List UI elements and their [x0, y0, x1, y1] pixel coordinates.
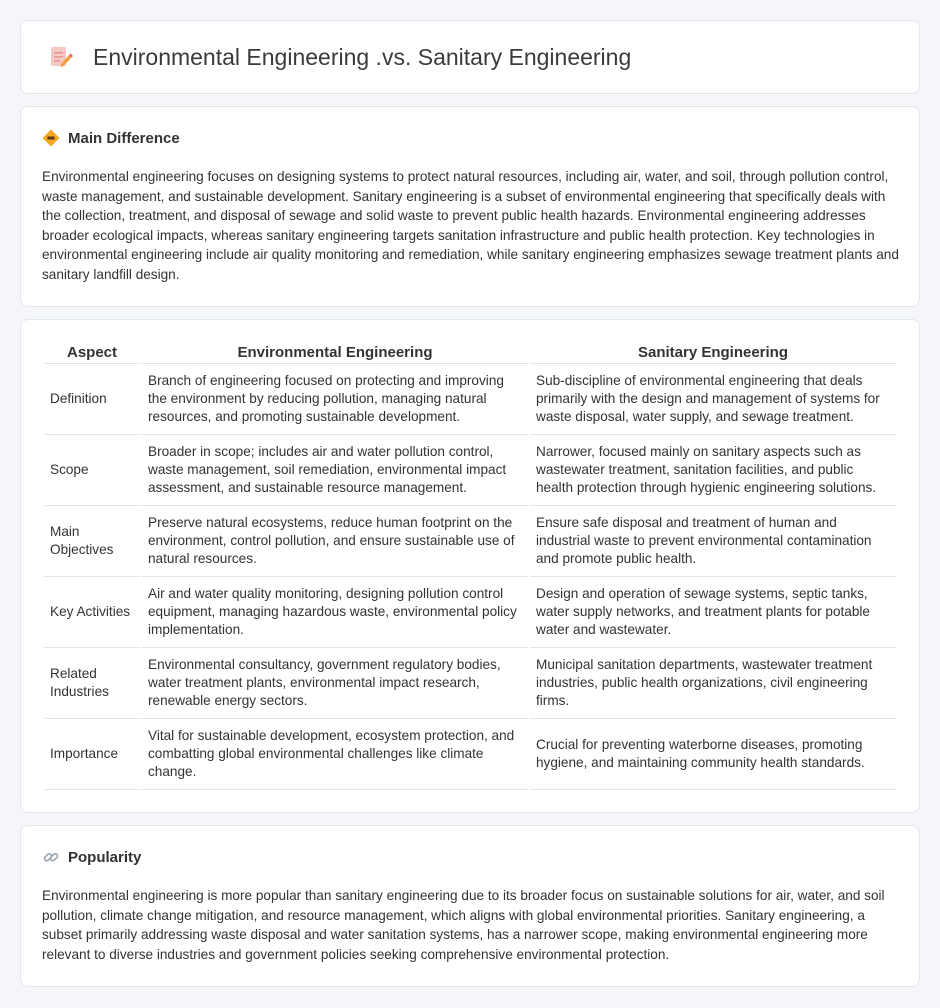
environmental-cell: Vital for sustainable development, ecosystem protection, and combatting global environmental challenges like climate change. — [142, 719, 528, 790]
sanitary-cell: Ensure safe disposal and treatment of human and industrial waste to prevent environmental contamination and promote public health. — [530, 506, 896, 577]
aspect-cell: Related Industries — [44, 648, 140, 719]
sanitary-cell: Municipal sanitation departments, wastewater treatment industries, public health organizations, civil engineering firms. — [530, 648, 896, 719]
table-header-row — [44, 340, 896, 364]
header-environmental: Environmental Engineering — [142, 340, 528, 364]
environmental-cell: Environmental consultancy, government regulatory bodies, water treatment plants, environmental impact research, renewable energy sectors. — [142, 648, 528, 719]
environmental-cell: Broader in scope; includes air and water pollution control, waste management, soil remediation, environmental impact assessment, and sustainable resource management. — [142, 435, 528, 506]
popularity-text: Environmental engineering is more popular than sanitary engineering due to its broader focus on sustainable solutions for air, water, and soil pollution, climate change mitigation, and resource management, which aligns with global environmental priorities. Sanitary engineering, a subset primarily addressing waste disposal and water sanitation systems, has a narrower scope, making environmental engineering more relevant to diverse industries and government policies seeking comprehensive environmental protection. — [42, 888, 885, 962]
table-row — [44, 506, 896, 577]
header-card — [20, 20, 920, 94]
aspect-cell: Main Objectives — [44, 506, 140, 577]
table-row — [44, 648, 896, 719]
road-sign-icon — [42, 129, 60, 147]
document-pencil-icon — [47, 44, 73, 70]
main-difference-text: Environmental engineering focuses on designing systems to protect natural resources, including air, water, and soil, through pollution control, waste management, and sustainable development. Sanitary engineering is a subset of environmental engineering that specifically deals with the collection, treatment, and disposal of sewage and solid waste to prevent public health hazards. Environmental engineering addresses broader ecological impacts, whereas sanitary engineering targets sanitation infrastructure and public health protection. Key technologies in environmental engineering include air quality monitoring and remediation, while sanitary engineering emphasizes sewage treatment plants and sanitary landfill design. — [42, 169, 899, 282]
sanitary-cell: Crucial for preventing waterborne diseases, promoting hygiene, and maintaining community health standards. — [530, 719, 896, 790]
link-icon — [42, 848, 60, 866]
aspect-cell: Scope — [44, 435, 140, 506]
environmental-cell: Preserve natural ecosystems, reduce human footprint on the environment, control pollution, and ensure sustainable use of natural resources. — [142, 506, 528, 577]
main-difference-section — [20, 106, 920, 307]
main-difference-title: Main Difference — [68, 129, 180, 147]
sanitary-cell: Narrower, focused mainly on sanitary aspects such as wastewater treatment, sanitation facilities, and public health protection through hygienic engineering solutions. — [530, 435, 896, 506]
comparison-table — [42, 340, 898, 790]
sanitary-cell: Sub-discipline of environmental engineering that deals primarily with the design and management of systems for waste disposal, water supply, and sewage treatment. — [530, 364, 896, 435]
popularity-title: Popularity — [68, 848, 142, 866]
table-row — [44, 364, 896, 435]
popularity-heading — [42, 848, 899, 866]
table-row — [44, 577, 896, 648]
main-difference-heading — [42, 129, 899, 147]
aspect-cell: Importance — [44, 719, 140, 790]
header-sanitary: Sanitary Engineering — [530, 340, 896, 364]
header-aspect: Aspect — [44, 340, 140, 364]
aspect-cell: Definition — [44, 364, 140, 435]
table-row — [44, 719, 896, 790]
aspect-cell: Key Activities — [44, 577, 140, 648]
sanitary-cell: Design and operation of sewage systems, septic tanks, water supply networks, and treatment plants for potable water and wastewater. — [530, 577, 896, 648]
comparison-table-card — [20, 319, 920, 813]
environmental-cell: Air and water quality monitoring, designing pollution control equipment, managing hazardous waste, environmental policy implementation. — [142, 577, 528, 648]
page-title: Environmental Engineering .vs. Sanitary Engineering — [93, 43, 632, 70]
environmental-cell: Branch of engineering focused on protecting and improving the environment by reducing pollution, managing natural resources, and promoting sustainable development. — [142, 364, 528, 435]
popularity-section — [20, 825, 920, 987]
table-row — [44, 435, 896, 506]
